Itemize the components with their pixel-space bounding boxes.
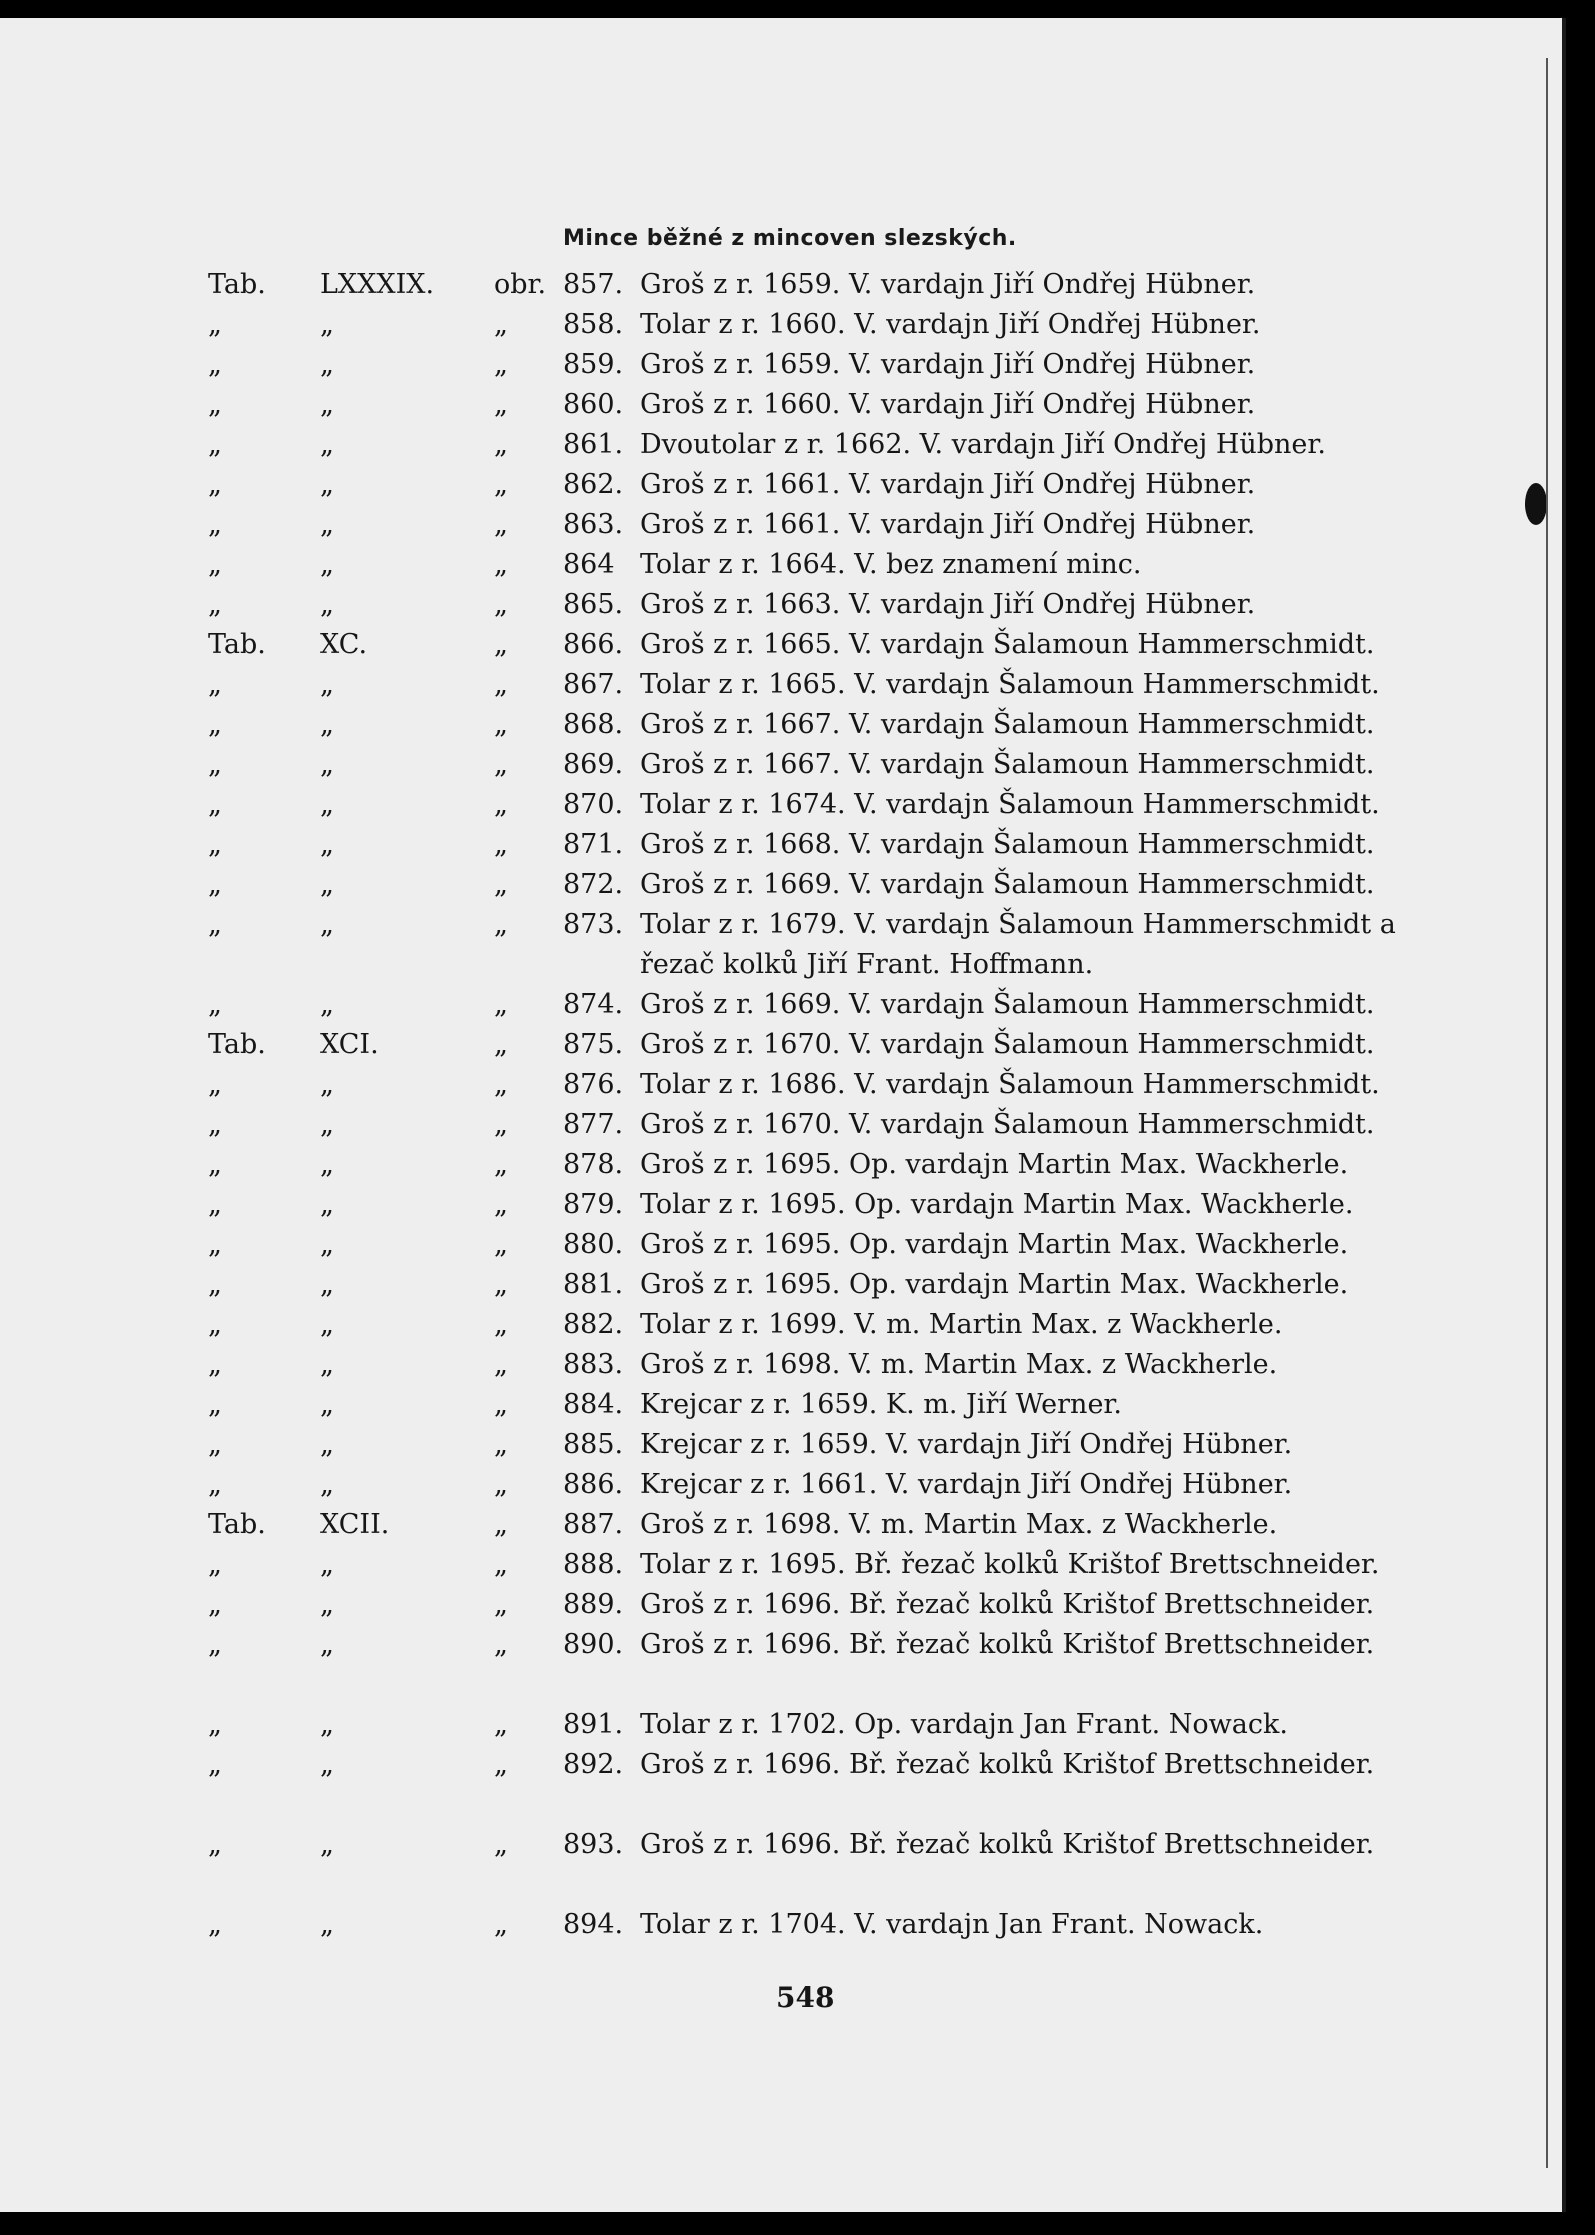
side-label: „: [494, 669, 508, 700]
plate-number: „: [320, 1189, 334, 1220]
side-label: „: [494, 1189, 508, 1220]
plate-label: Tab.: [208, 629, 266, 660]
plate-label: „: [208, 749, 222, 780]
entry-description: Groš z r. 1696. Bř. řezač kolků Krištof Brettschneider.: [640, 1589, 1375, 1620]
plate-number: „: [320, 1549, 334, 1580]
plate-label: „: [208, 1149, 222, 1180]
side-label: „: [494, 429, 508, 460]
entry-number: 890.: [563, 1629, 624, 1660]
plate-number: „: [320, 1229, 334, 1260]
entry-description: Groš z r. 1669. V. vardajn Šalamoun Hammerschmidt.: [640, 869, 1375, 900]
plate-number: „: [320, 1429, 334, 1460]
plate-number: XCII.: [320, 1509, 390, 1540]
side-label: „: [494, 349, 508, 380]
side-label: „: [494, 1349, 508, 1380]
plate-number: „: [320, 1349, 334, 1380]
side-label: „: [494, 1709, 508, 1740]
coin-entry-row: [0, 305, 1562, 345]
plate-label: „: [208, 389, 222, 420]
plate-number: „: [320, 1629, 334, 1660]
coin-entry-row: [0, 1265, 1562, 1305]
entry-number: 862.: [563, 469, 624, 500]
plate-label: Tab.: [208, 1029, 266, 1060]
coin-entry-row: [0, 865, 1562, 905]
entry-number: 881.: [563, 1269, 624, 1300]
side-label: „: [494, 549, 508, 580]
entry-number: 858.: [563, 309, 624, 340]
coin-entry-row: [0, 425, 1562, 465]
entry-number: 887.: [563, 1509, 624, 1540]
entry-number: 857.: [563, 269, 624, 300]
coin-entry-row: [0, 1905, 1562, 1945]
plate-label: „: [208, 309, 222, 340]
entry-description: Tolar z r. 1702. Op. vardajn Jan Frant. Nowack.: [640, 1709, 1288, 1740]
side-label: „: [494, 909, 508, 940]
plate-number: „: [320, 1749, 334, 1780]
coin-entry-row: [0, 625, 1562, 665]
side-label: „: [494, 989, 508, 1020]
coin-entry-row: [0, 1465, 1562, 1505]
plate-label: „: [208, 829, 222, 860]
entry-number: 869.: [563, 749, 624, 780]
side-label: „: [494, 1389, 508, 1420]
plate-label: „: [208, 1389, 222, 1420]
side-label: „: [494, 1309, 508, 1340]
side-label: „: [494, 309, 508, 340]
plate-label: „: [208, 469, 222, 500]
entry-number: 893.: [563, 1829, 624, 1860]
entry-number: 871.: [563, 829, 624, 860]
entry-description: Tolar z r. 1695. Bř. řezač kolků Krištof Brettschneider.: [640, 1549, 1380, 1580]
plate-number: „: [320, 749, 334, 780]
entry-number: 874.: [563, 989, 624, 1020]
entry-number: 885.: [563, 1429, 624, 1460]
entry-description: Groš z r. 1696. Bř. řezač kolků Krištof Brettschneider.: [640, 1749, 1375, 1780]
coin-entry-row: [0, 1825, 1562, 1905]
entry-description: Tolar z r. 1695. Op. vardajn Martin Max. Wackherle.: [640, 1189, 1354, 1220]
entry-number: 861.: [563, 429, 624, 460]
entry-description: Tolar z r. 1699. V. m. Martin Max. z Wackherle.: [640, 1309, 1283, 1340]
entry-number: 882.: [563, 1309, 624, 1340]
entry-number: 866.: [563, 629, 624, 660]
entry-number: 872.: [563, 869, 624, 900]
entry-number: 870.: [563, 789, 624, 820]
entry-description: Krejcar z r. 1661. V. vardajn Jiří Ondřej Hübner.: [640, 1469, 1293, 1500]
plate-label: „: [208, 709, 222, 740]
coin-entry-row: [0, 505, 1562, 545]
entry-description: Groš z r. 1667. V. vardajn Šalamoun Hammerschmidt.: [640, 749, 1375, 780]
entry-number: 883.: [563, 1349, 624, 1380]
coin-entry-row: [0, 905, 1562, 985]
plate-label: Tab.: [208, 1509, 266, 1540]
plate-label: „: [208, 1309, 222, 1340]
entry-description: Groš z r. 1668. V. vardajn Šalamoun Hammerschmidt.: [640, 829, 1375, 860]
entry-number: 878.: [563, 1149, 624, 1180]
coin-entry-row: [0, 1345, 1562, 1385]
plate-number: „: [320, 589, 334, 620]
entry-description: Groš z r. 1695. Op. vardajn Martin Max. Wackherle.: [640, 1149, 1349, 1180]
side-label: „: [494, 1149, 508, 1180]
side-label: „: [494, 629, 508, 660]
scanned-page: [0, 18, 1566, 2212]
entry-description: Groš z r. 1669. V. vardajn Šalamoun Hammerschmidt.: [640, 989, 1375, 1020]
plate-label: „: [208, 1749, 222, 1780]
coin-entry-row: [0, 585, 1562, 625]
plate-number: „: [320, 1589, 334, 1620]
plate-number: „: [320, 869, 334, 900]
entry-description: Tolar z r. 1665. V. vardajn Šalamoun Hammerschmidt.: [640, 669, 1380, 700]
entry-description: Groš z r. 1665. V. vardajn Šalamoun Hammerschmidt.: [640, 629, 1375, 660]
coin-entry-row: [0, 785, 1562, 825]
plate-label: „: [208, 989, 222, 1020]
plate-number: XC.: [320, 629, 368, 660]
plate-label: „: [208, 1829, 222, 1860]
plate-number: „: [320, 389, 334, 420]
plate-label: „: [208, 1909, 222, 1940]
plate-number: „: [320, 429, 334, 460]
side-label: „: [494, 1269, 508, 1300]
entry-number: 884.: [563, 1389, 624, 1420]
entry-number: 876.: [563, 1069, 624, 1100]
side-label: „: [494, 749, 508, 780]
entry-number: 865.: [563, 589, 624, 620]
side-label: obr.: [494, 269, 547, 300]
plate-number: „: [320, 829, 334, 860]
entry-number: 889.: [563, 1589, 624, 1620]
plate-number: „: [320, 349, 334, 380]
plate-number: „: [320, 1309, 334, 1340]
plate-number: „: [320, 669, 334, 700]
coin-entry-row: [0, 1425, 1562, 1465]
plate-number: „: [320, 1149, 334, 1180]
coin-entry-row: [0, 665, 1562, 705]
plate-label: „: [208, 349, 222, 380]
entry-description: Groš z r. 1659. V. vardajn Jiří Ondřej Hübner.: [640, 269, 1256, 300]
entry-number: 859.: [563, 349, 624, 380]
plate-number: „: [320, 789, 334, 820]
coin-entry-row: [0, 1305, 1562, 1345]
coin-entry-row: [0, 745, 1562, 785]
entry-description: Groš z r. 1695. Op. vardajn Martin Max. Wackherle.: [640, 1269, 1349, 1300]
side-label: „: [494, 1549, 508, 1580]
plate-label: „: [208, 1349, 222, 1380]
side-label: „: [494, 1589, 508, 1620]
entry-description: Groš z r. 1696. Bř. řezač kolků Krištof Brettschneider.: [640, 1629, 1375, 1660]
coin-entry-row: [0, 825, 1562, 865]
coin-entry-row: [0, 1145, 1562, 1185]
side-label: „: [494, 1109, 508, 1140]
plate-label: „: [208, 1189, 222, 1220]
plate-label: „: [208, 1629, 222, 1660]
side-label: „: [494, 869, 508, 900]
plate-label: „: [208, 429, 222, 460]
side-label: „: [494, 1909, 508, 1940]
plate-label: „: [208, 789, 222, 820]
section-heading: Mince běžné z mincoven slezských.: [563, 226, 1017, 251]
coin-entry-row: [0, 1585, 1562, 1625]
side-label: „: [494, 1469, 508, 1500]
coin-entry-row: [0, 1505, 1562, 1545]
side-label: „: [494, 469, 508, 500]
plate-number: „: [320, 909, 334, 940]
coin-entry-row: [0, 705, 1562, 745]
entry-description: Tolar z r. 1664. V. bez znamení minc.: [640, 549, 1142, 580]
plate-label: „: [208, 869, 222, 900]
plate-number: „: [320, 509, 334, 540]
plate-number: „: [320, 469, 334, 500]
entry-description: Tolar z r. 1704. V. vardajn Jan Frant. Nowack.: [640, 1909, 1264, 1940]
plate-label: „: [208, 1429, 222, 1460]
entry-description: Groš z r. 1670. V. vardajn Šalamoun Hammerschmidt.: [640, 1109, 1375, 1140]
entry-number: 867.: [563, 669, 624, 700]
plate-label: „: [208, 1589, 222, 1620]
plate-label: „: [208, 1269, 222, 1300]
plate-number: „: [320, 1069, 334, 1100]
entry-description: Groš z r. 1663. V. vardajn Jiří Ondřej Hübner.: [640, 589, 1256, 620]
side-label: „: [494, 709, 508, 740]
entry-number: 863.: [563, 509, 624, 540]
side-label: „: [494, 1829, 508, 1860]
coin-entry-row: [0, 1545, 1562, 1585]
entry-number: 868.: [563, 709, 624, 740]
plate-label: „: [208, 509, 222, 540]
side-label: „: [494, 829, 508, 860]
entry-number: 892.: [563, 1749, 624, 1780]
entry-number: 879.: [563, 1189, 624, 1220]
plate-label: „: [208, 589, 222, 620]
coin-entry-list: [0, 265, 1562, 1945]
plate-label: „: [208, 1469, 222, 1500]
coin-entry-row: [0, 1385, 1562, 1425]
side-label: „: [494, 1509, 508, 1540]
plate-number: „: [320, 1709, 334, 1740]
plate-label: „: [208, 669, 222, 700]
entry-number: 894.: [563, 1909, 624, 1940]
entry-description: Groš z r. 1696. Bř. řezač kolků Krištof Brettschneider.: [640, 1829, 1375, 1860]
entry-description: Dvoutolar z r. 1662. V. vardajn Jiří Ondřej Hübner.: [640, 429, 1326, 460]
coin-entry-row: [0, 1025, 1562, 1065]
coin-entry-row: [0, 1225, 1562, 1265]
entry-description: Tolar z r. 1660. V. vardajn Jiří Ondřej Hübner.: [640, 309, 1261, 340]
side-label: „: [494, 1069, 508, 1100]
plate-number: „: [320, 1389, 334, 1420]
entry-number: 877.: [563, 1109, 624, 1140]
plate-number: „: [320, 709, 334, 740]
entry-description: Tolar z r. 1686. V. vardajn Šalamoun Hammerschmidt.: [640, 1069, 1380, 1100]
entry-number: 880.: [563, 1229, 624, 1260]
entry-number: 873.: [563, 909, 624, 940]
plate-label: „: [208, 1709, 222, 1740]
side-label: „: [494, 589, 508, 620]
entry-description: Groš z r. 1698. V. m. Martin Max. z Wackherle.: [640, 1509, 1278, 1540]
plate-label: Tab.: [208, 269, 266, 300]
plate-label: „: [208, 1109, 222, 1140]
entry-description: Groš z r. 1661. V. vardajn Jiří Ondřej Hübner.: [640, 509, 1256, 540]
entry-number: 888.: [563, 1549, 624, 1580]
entry-description: Tolar z r. 1679. V. vardajn Šalamoun Hammerschmidt a řezač kolků Jiří Frant. Hoffmann.: [640, 909, 1396, 980]
plate-label: „: [208, 1069, 222, 1100]
side-label: „: [494, 389, 508, 420]
coin-entry-row: [0, 1705, 1562, 1745]
entry-description: Groš z r. 1695. Op. vardajn Martin Max. Wackherle.: [640, 1229, 1349, 1260]
coin-entry-row: [0, 345, 1562, 385]
plate-label: „: [208, 909, 222, 940]
entry-description: Groš z r. 1698. V. m. Martin Max. z Wackherle.: [640, 1349, 1278, 1380]
plate-number: „: [320, 1469, 334, 1500]
entry-number: 864: [563, 549, 615, 580]
side-label: „: [494, 1029, 508, 1060]
plate-number: „: [320, 1829, 334, 1860]
plate-label: „: [208, 549, 222, 580]
coin-entry-row: [0, 1105, 1562, 1145]
entry-description: Tolar z r. 1674. V. vardajn Šalamoun Hammerschmidt.: [640, 789, 1380, 820]
entry-description: Groš z r. 1670. V. vardajn Šalamoun Hammerschmidt.: [640, 1029, 1375, 1060]
plate-number: „: [320, 309, 334, 340]
side-label: „: [494, 509, 508, 540]
side-label: „: [494, 1629, 508, 1660]
plate-number: LXXXIX.: [320, 269, 435, 300]
coin-entry-row: [0, 385, 1562, 425]
coin-entry-row: [0, 265, 1562, 305]
plate-label: „: [208, 1229, 222, 1260]
coin-entry-row: [0, 1185, 1562, 1225]
plate-number: „: [320, 989, 334, 1020]
coin-entry-row: [0, 1065, 1562, 1105]
page-number: 548: [776, 1981, 835, 2014]
coin-entry-row: [0, 465, 1562, 505]
plate-number: XCI.: [320, 1029, 379, 1060]
entry-description: Groš z r. 1661. V. vardajn Jiří Ondřej Hübner.: [640, 469, 1256, 500]
side-label: „: [494, 1429, 508, 1460]
coin-entry-row: [0, 985, 1562, 1025]
coin-entry-row: [0, 1625, 1562, 1705]
side-label: „: [494, 789, 508, 820]
entry-description: Groš z r. 1667. V. vardajn Šalamoun Hammerschmidt.: [640, 709, 1375, 740]
plate-label: „: [208, 1549, 222, 1580]
plate-number: „: [320, 1109, 334, 1140]
plate-number: „: [320, 549, 334, 580]
entry-number: 891.: [563, 1709, 624, 1740]
entry-description: Krejcar z r. 1659. V. vardajn Jiří Ondřej Hübner.: [640, 1429, 1293, 1460]
plate-number: „: [320, 1909, 334, 1940]
side-label: „: [494, 1749, 508, 1780]
ink-blot: [1525, 483, 1547, 525]
coin-entry-row: [0, 1745, 1562, 1825]
entry-description: Groš z r. 1659. V. vardajn Jiří Ondřej Hübner.: [640, 349, 1256, 380]
entry-description: Groš z r. 1660. V. vardajn Jiří Ondřej Hübner.: [640, 389, 1256, 420]
plate-number: „: [320, 1269, 334, 1300]
entry-number: 860.: [563, 389, 624, 420]
entry-description: Krejcar z r. 1659. K. m. Jiří Werner.: [640, 1389, 1122, 1420]
entry-number: 875.: [563, 1029, 624, 1060]
entry-number: 886.: [563, 1469, 624, 1500]
side-label: „: [494, 1229, 508, 1260]
coin-entry-row: [0, 545, 1562, 585]
